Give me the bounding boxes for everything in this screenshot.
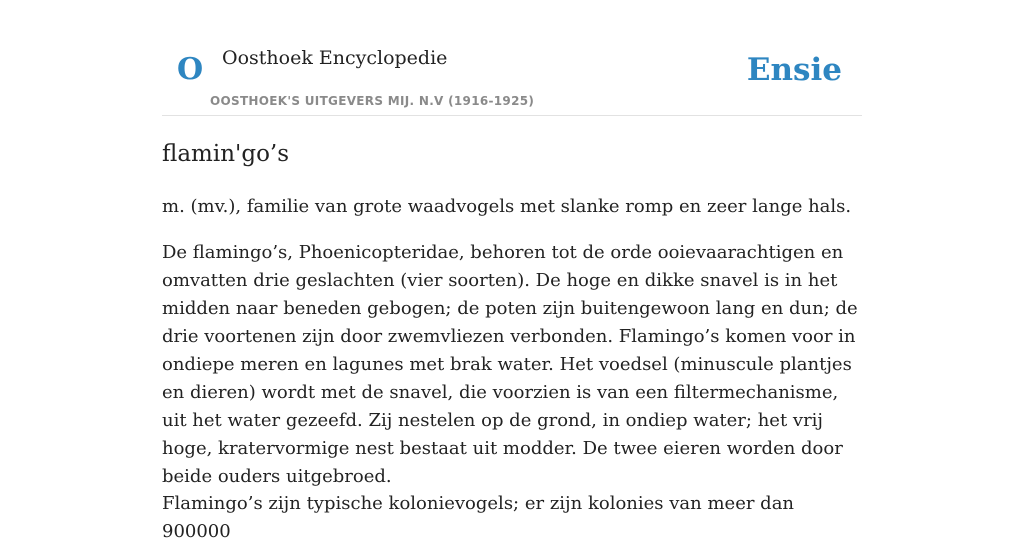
header bbox=[162, 0, 862, 116]
entry-definition: m. (mv.), familie van grote waadvogels met slanke romp en zeer lange hals. bbox=[162, 196, 852, 217]
brand-logo[interactable]: Ensie bbox=[746, 52, 842, 88]
publication-logo[interactable]: O bbox=[177, 52, 204, 87]
publication-title[interactable]: Oosthoek Encyclopedie bbox=[222, 47, 448, 69]
entry-paragraph: De flamingo’s, Phoenicopteridae, behoren tot de orde ooievaarachtigen en omvatten drie geslachten (vier soorten). De hoge en dikke snavel is in het midden naar beneden gebogen; de poten zijn buitengewoon lang en dun; de drie voortenen zijn door zwemvliezen verbonden. Flamingo’s komen voor in ondiepe meren en lagunes met brak water. Het voedsel (minuscule plantjes en dieren) wordt met de snavel, die voorzien is van een filtermechanisme, uit het water gezeefd. Zij nestelen op de grond, in ondiep water; het vrij hoge, kratervormige nest bestaat uit modder. De twee eieren worden door beide ouders uitgebroed. bbox=[162, 242, 858, 487]
entry-paragraph: Flamingo’s zijn typische kolonievogels; er zijn kolonies van meer dan 900000 bbox=[162, 493, 795, 542]
page bbox=[162, 0, 862, 542]
entry-title: flamin'go’s bbox=[162, 141, 290, 167]
publication-subtitle: OOSTHOEK'S UITGEVERS MIJ. N.V (1916-1925) bbox=[210, 94, 535, 108]
